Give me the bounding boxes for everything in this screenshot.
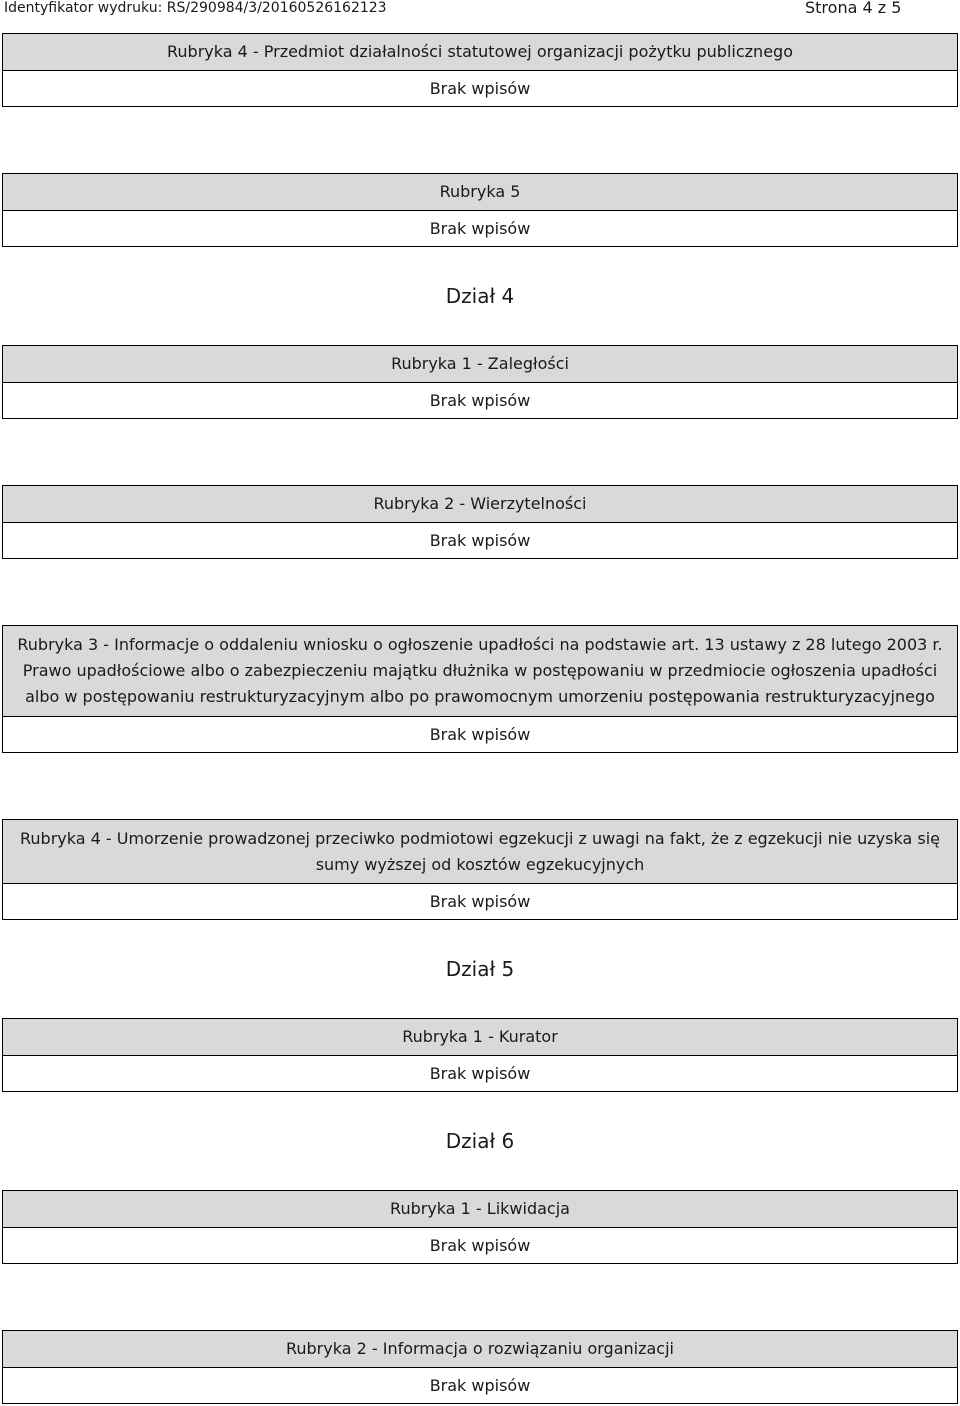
rubric-box — [2, 1190, 958, 1264]
page-header — [0, 0, 960, 16]
rubric-entry: Brak wpisów — [3, 383, 957, 418]
page-number: Strona 4 z 5 — [805, 0, 902, 17]
rubric-entry: Brak wpisów — [3, 717, 957, 752]
rubric-title: Rubryka 4 - Umorzenie prowadzonej przeciwko podmiotowi egzekucji z uwagi na fakt, że z egzekucji nie uzyska się sumy wyższej od kosztów egzekucyjnych — [3, 820, 957, 884]
rubric-entry: Brak wpisów — [3, 1056, 957, 1091]
rubric-box — [2, 173, 958, 247]
rubric-title: Rubryka 2 - Wierzytelności — [3, 486, 957, 523]
section-heading: Dział 5 — [445, 957, 515, 981]
rubric-entry: Brak wpisów — [3, 211, 957, 246]
rubric-title: Rubryka 5 — [3, 174, 957, 211]
rubric-entry: Brak wpisów — [3, 884, 957, 919]
rubric-box — [2, 1330, 958, 1404]
rubric-box — [2, 1018, 958, 1092]
rubric-title: Rubryka 2 - Informacja o rozwiązaniu organizacji — [3, 1331, 957, 1368]
rubric-entry: Brak wpisów — [3, 523, 957, 558]
rubric-entry: Brak wpisów — [3, 1228, 957, 1263]
rubric-title: Rubryka 1 - Kurator — [3, 1019, 957, 1056]
rubric-title: Rubryka 1 - Likwidacja — [3, 1191, 957, 1228]
rubric-title: Rubryka 4 - Przedmiot działalności statutowej organizacji pożytku publicznego — [3, 34, 957, 71]
rubric-title: Rubryka 3 - Informacje o oddaleniu wniosku o ogłoszenie upadłości na podstawie art. 13 ustawy z 28 lutego 2003 r. Prawo upadłościowe albo o zabezpieczeniu majątku dłużnika w postępowaniu w przedmiocie ogłoszenia upadłości albo w postępowaniu restrukturyzacyjnym albo po prawomocnym umorzeniu postępowania restrukturyzacyjnego — [3, 626, 957, 717]
rubric-box — [2, 345, 958, 419]
section-heading: Dział 6 — [445, 1129, 515, 1153]
section-heading: Dział 4 — [445, 284, 515, 308]
rubric-box — [2, 625, 958, 753]
rubric-box — [2, 33, 958, 107]
rubric-title: Rubryka 1 - Zaległości — [3, 346, 957, 383]
rubric-box — [2, 485, 958, 559]
rubric-entry: Brak wpisów — [3, 1368, 957, 1403]
rubric-entry: Brak wpisów — [3, 71, 957, 106]
rubric-box — [2, 819, 958, 920]
print-identifier: Identyfikator wydruku: RS/290984/3/20160526162123 — [4, 0, 387, 16]
